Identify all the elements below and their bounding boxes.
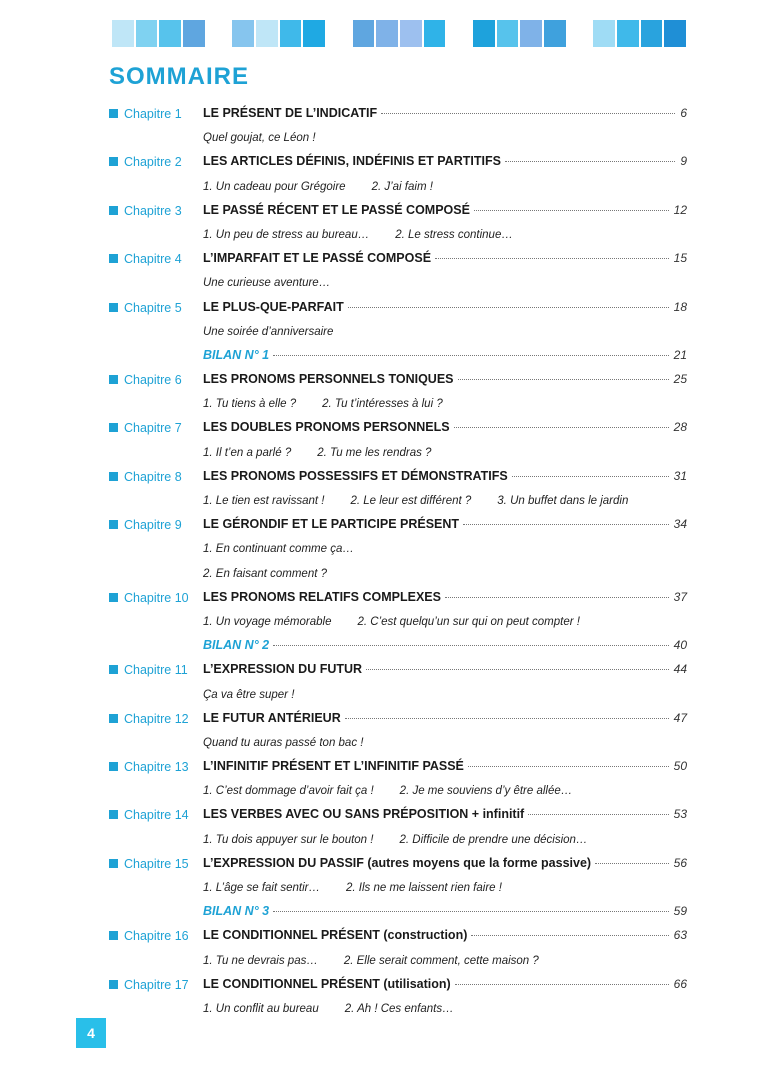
toc-subtitle-row [0,490,765,514]
toc-entry[interactable] [203,251,687,265]
chapter-number: Chapitre 4 [124,252,182,267]
toc-entry[interactable] [203,807,687,821]
square-bullet-icon [109,423,118,432]
toc-chapter-row [0,248,765,272]
toc-subtitle: Une curieuse aventure… [203,277,331,290]
decorative-square [424,20,446,47]
decorative-square [473,20,495,47]
square-bullet-icon [109,665,118,674]
chapter-label [109,204,182,218]
toc-subtitle: 2. C’est quelqu’un sur qui on peut compter ! [357,615,580,628]
chapter-label [109,857,189,871]
toc-subtitle: 1. Un peu de stress au bureau… [203,228,370,241]
toc-entry-title: LE FUTUR ANTÉRIEUR [203,710,341,725]
chapter-number: Chapitre 12 [124,711,189,726]
square-bullet-icon [109,254,118,263]
chapter-number: Chapitre 11 [124,663,188,678]
toc-bilan-row [0,901,765,925]
toc-entry[interactable] [203,372,687,386]
square-bullet-icon [109,714,118,723]
toc-subtitle: 1. Il t’en a parlé ? [203,446,292,459]
toc-chapter-row [0,974,765,998]
square-bullet-icon [109,810,118,819]
toc-page-number: 18 [673,299,687,314]
decorative-square [256,20,278,47]
toc-subtitle: 2. J’ai faim ! [371,180,433,193]
dot-leader [273,355,669,356]
chapter-label [109,155,182,169]
toc-subtitle: 2. Difficile de prendre une décision… [399,833,588,846]
toc-subtitle: 1. Le tien est ravissant ! [203,495,325,507]
toc-entry-title: L’EXPRESSION DU FUTUR [203,662,363,677]
chapter-number: Chapitre 5 [124,300,182,315]
square-bullet-icon [109,375,118,384]
toc-subtitle: 2. Tu me les rendras ? [317,446,432,459]
toc-entry[interactable] [203,590,687,604]
square-bullet-icon [109,303,118,312]
toc-subtitle-row [0,538,765,562]
chapter-number: Chapitre 9 [124,518,182,533]
toc-page-number: 59 [673,904,687,919]
toc-subtitles [203,447,457,459]
toc-page-number: 63 [673,928,687,943]
toc-subtitle: 2. Elle serait comment, cette maison ? [343,954,539,967]
toc-entry[interactable] [203,638,687,652]
toc-entry-title: LE CONDITIONNEL PRÉSENT (utilisation) [203,976,451,991]
dot-leader [345,718,669,719]
decorative-square [112,20,134,47]
toc-page-number: 47 [673,710,687,725]
toc-subtitle: 1. Tu ne devrais pas… [203,954,318,967]
toc-page-number: 21 [673,347,687,362]
chapter-number: Chapitre 7 [124,421,182,436]
dot-leader [471,935,668,936]
decorative-square [303,20,325,47]
toc-entry-title: LES PRONOMS RELATIFS COMPLEXES [203,589,441,604]
toc-chapter-row [0,200,765,224]
decorative-square [280,20,302,47]
toc-page-number: 56 [673,855,687,870]
chapter-label [109,712,189,726]
decorative-square [159,20,181,47]
dot-leader [454,427,669,428]
chapter-number: Chapitre 2 [124,155,182,170]
toc-entry-title: LE GÉRONDIF ET LE PARTICIPE PRÉSENT [203,517,460,532]
toc-entry[interactable] [203,928,687,942]
square-bullet-icon [109,472,118,481]
table-of-contents [0,103,765,1022]
toc-entry-title: LE CONDITIONNEL PRÉSENT (construction) [203,928,468,943]
toc-chapter-row [0,369,765,393]
chapter-label [109,470,182,484]
toc-entry[interactable] [203,759,687,773]
dot-leader [528,814,668,815]
decorative-square [232,20,254,47]
toc-entry[interactable] [203,203,687,217]
toc-subtitles [203,277,356,289]
toc-subtitle-row [0,127,765,151]
dot-leader [505,161,675,162]
toc-entry-title: BILAN N° 1 [203,347,270,362]
dot-leader [455,984,669,985]
toc-subtitle-row [0,732,765,756]
dot-leader [512,476,669,477]
square-bullet-icon [109,931,118,940]
toc-entry[interactable] [203,469,687,483]
toc-subtitle: 2. Ils ne me laissent rien faire ! [345,882,502,894]
toc-entry[interactable] [203,662,687,676]
toc-subtitle: 3. Un buffet dans le jardin [497,495,629,507]
dot-leader [366,669,669,670]
toc-subtitles [203,181,459,193]
chapter-number: Chapitre 15 [124,856,189,871]
decorative-square [664,20,686,47]
dot-leader [463,524,669,525]
toc-chapter-row [0,708,765,732]
chapter-label [109,107,182,121]
toc-subtitles [203,495,654,507]
toc-subtitles [203,398,469,410]
toc-subtitles [203,955,565,967]
toc-subtitle-row [0,176,765,200]
toc-page-number: 66 [673,976,687,991]
decorative-square [617,20,639,47]
toc-chapter-row [0,466,765,490]
toc-entry-title: L’IMPARFAIT ET LE PASSÉ COMPOSÉ [203,251,432,266]
toc-entry-title: L’INFINITIF PRÉSENT ET L’INFINITIF PASSÉ [203,759,464,774]
toc-chapter-row [0,103,765,127]
toc-subtitle-row [0,224,765,248]
toc-subtitle-row [0,393,765,417]
toc-page-number: 28 [673,420,687,435]
chapter-label [109,978,189,992]
chapter-number: Chapitre 17 [124,977,189,992]
toc-subtitle-row [0,780,765,804]
toc-page-number: 50 [673,759,687,774]
toc-subtitle-row [0,950,765,974]
toc-subtitles [203,132,342,144]
decorative-square [497,20,519,47]
decorative-square [376,20,398,47]
chapter-label [109,663,188,677]
toc-subtitles [203,616,606,628]
toc-entry-title: LES DOUBLES PRONOMS PERSONNELS [203,420,450,435]
decorative-square [353,20,375,47]
toc-subtitles [203,785,598,797]
toc-subtitles [203,568,353,580]
toc-entry-title: L’EXPRESSION DU PASSIF (autres moyens que la forme passive) [203,855,592,870]
chapter-number: Chapitre 3 [124,203,182,218]
toc-entry-title: LE PLUS-QUE-PARFAIT [203,299,344,314]
toc-entry[interactable] [203,420,687,434]
toc-subtitle: 1. Tu dois appuyer sur le bouton ! [203,833,374,846]
toc-entry[interactable] [203,106,687,120]
toc-entry[interactable] [203,300,687,314]
toc-page-number: 37 [673,589,687,604]
square-bullet-icon [109,206,118,215]
toc-subtitle-row [0,998,765,1022]
toc-page-number: 15 [673,251,687,266]
decorative-square [641,20,663,47]
toc-page-number: 44 [673,662,687,677]
toc-subtitle-row [0,829,765,853]
chapter-label [109,929,189,943]
toc-subtitle: 2. Je me souviens d’y être allée… [399,785,573,798]
toc-entry[interactable] [203,154,687,168]
toc-subtitle: Quand tu auras passé ton bac ! [203,736,364,749]
toc-subtitle: 1. Un cadeau pour Grégoire [203,180,346,193]
toc-subtitle: Une soirée d’anniversaire [203,325,334,338]
decorative-square [400,20,422,47]
toc-subtitle: 1. Un voyage mémorable [203,615,332,628]
toc-chapter-row [0,925,765,949]
toc-subtitle-row [0,611,765,635]
toc-page-number: 12 [673,202,687,217]
decorative-square [520,20,542,47]
page-title: SOMMAIRE [109,63,249,90]
toc-entry[interactable] [203,904,687,918]
dot-leader [435,258,669,259]
toc-entry-title: LES PRONOMS POSSESSIFS ET DÉMONSTRATIFS [203,468,508,483]
toc-chapter-row [0,659,765,683]
chapter-number: Chapitre 6 [124,373,182,388]
dot-leader [474,210,669,211]
toc-subtitle: 1. L’âge se fait sentir… [203,882,320,894]
square-bullet-icon [109,520,118,529]
toc-subtitle-row [0,321,765,345]
toc-entry[interactable] [203,711,687,725]
chapter-number: Chapitre 1 [124,107,182,121]
toc-entry[interactable] [203,348,687,362]
chapter-number: Chapitre 8 [124,469,182,484]
dot-leader [595,863,669,864]
toc-subtitles [203,882,528,894]
dot-leader [445,597,669,598]
chapter-label [109,591,189,605]
decorative-square [136,20,158,47]
toc-page-number: 6 [680,106,687,120]
toc-subtitle: 1. En continuant comme ça… [203,543,354,556]
dot-leader [458,379,669,380]
toc-page-number: 40 [673,638,687,653]
square-bullet-icon [109,593,118,602]
toc-page-number: 53 [673,807,687,822]
toc-chapter-row [0,853,765,877]
square-bullet-icon [109,109,118,118]
toc-chapter-row [0,514,765,538]
toc-entry[interactable] [203,977,687,991]
toc-subtitle: Quel goujat, ce Léon ! [203,132,316,145]
toc-entry-title: LES PRONOMS PERSONNELS TONIQUES [203,372,454,387]
toc-subtitles [203,737,389,749]
toc-page-number: 25 [673,372,687,387]
toc-subtitle: 2. En faisant comment ? [203,567,328,580]
dot-leader [273,911,669,912]
chapter-label [109,252,182,266]
toc-entry-title: LES VERBES AVEC OU SANS PRÉPOSITION + infinitif [203,807,525,822]
decorative-square [593,20,615,47]
toc-subtitle-row [0,563,765,587]
toc-subtitle: 2. Ah ! Ces enfants… [344,1002,454,1015]
chapter-number: Chapitre 10 [124,590,189,605]
dot-leader [348,307,669,308]
page-number-badge: 4 [76,1018,106,1048]
toc-chapter-row [0,804,765,828]
toc-subtitle: 1. Un conflit au bureau [203,1002,319,1015]
toc-page-number: 34 [673,517,687,532]
toc-entry-title: LES ARTICLES DÉFINIS, INDÉFINIS ET PARTITIFS [203,154,501,169]
toc-entry-title: BILAN N° 2 [203,638,270,653]
toc-subtitles [203,543,380,555]
dot-leader [273,645,669,646]
dot-leader [381,113,675,114]
chapter-label [109,373,182,387]
chapter-number: Chapitre 13 [124,760,189,775]
toc-subtitle-row [0,442,765,466]
toc-entry-title: BILAN N° 3 [203,904,270,919]
chapter-number: Chapitre 14 [124,808,189,823]
decorative-square [183,20,205,47]
toc-subtitle: 2. Tu t’intéresses à lui ? [322,398,443,411]
decorative-square-bar [112,20,688,47]
toc-subtitle: 1. Tu tiens à elle ? [203,398,297,411]
dot-leader [468,766,669,767]
toc-chapter-row [0,297,765,321]
toc-subtitle: 2. Le stress continue… [395,228,513,241]
chapter-label [109,421,182,435]
toc-page-number: 9 [680,154,687,169]
chapter-label [109,760,189,774]
toc-subtitle: 1. C’est dommage d’avoir fait ça ! [203,785,374,798]
square-bullet-icon [109,157,118,166]
toc-entry-title: LE PASSÉ RÉCENT ET LE PASSÉ COMPOSÉ [203,202,470,217]
toc-chapter-row [0,151,765,175]
toc-subtitle: 2. Le leur est différent ? [350,495,472,507]
toc-bilan-row [0,635,765,659]
toc-subtitles [203,834,613,846]
toc-entry-title: LE PRÉSENT DE L’INDICATIF [203,106,378,120]
toc-subtitles [203,689,320,701]
chapter-label [109,301,182,315]
decorative-square [544,20,566,47]
toc-page-number: 31 [673,468,687,483]
toc-subtitles [203,229,539,241]
chapter-label [109,808,189,822]
toc-subtitles [203,1003,480,1015]
chapter-number: Chapitre 16 [124,929,189,944]
square-bullet-icon [109,762,118,771]
toc-entry[interactable] [203,517,687,531]
toc-bilan-row [0,345,765,369]
toc-chapter-row [0,756,765,780]
toc-chapter-row [0,417,765,441]
toc-entry[interactable] [203,856,687,870]
toc-subtitle-row [0,272,765,296]
chapter-label [109,518,182,532]
toc-subtitle-row [0,684,765,708]
toc-subtitles [203,326,359,338]
toc-subtitle-row [0,877,765,901]
toc-subtitle: Ça va être super ! [203,688,295,701]
toc-chapter-row [0,587,765,611]
square-bullet-icon [109,859,118,868]
square-bullet-icon [109,980,118,989]
